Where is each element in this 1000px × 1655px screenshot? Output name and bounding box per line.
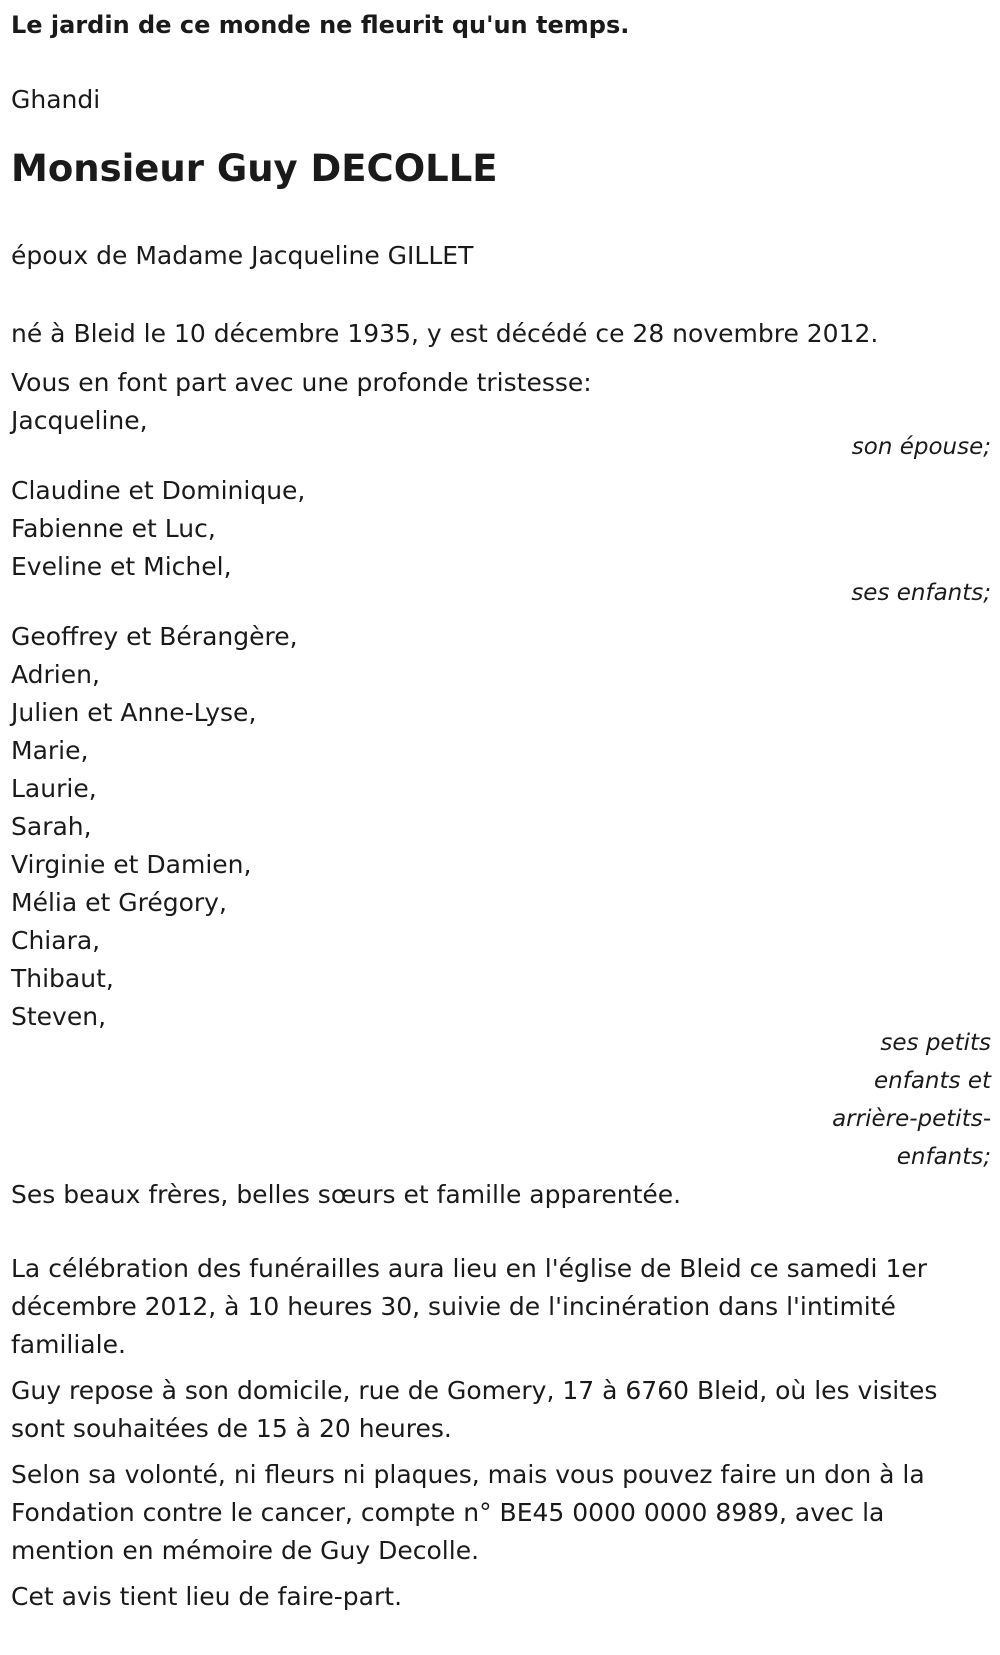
birth-death-line: né à Bleid le 10 décembre 1935, y est décédé ce 28 novembre 2012. — [11, 319, 879, 348]
donation-info: Selon sa volonté, ni fleurs ni plaques, mais vous pouvez faire un don à la Fondation contre le cancer, compte n° BE45 0000 0000 8989, avec la mention en mémoire de Guy Decolle. — [11, 1460, 925, 1565]
role-grandchildren: ses petits enfants et arrière-petits-enfants; — [832, 1030, 991, 1170]
death-notice — [11, 0, 991, 1616]
family-name: Adrien, — [11, 660, 100, 689]
family-name: Fabienne et Luc, — [11, 514, 216, 543]
family-name: Laurie, — [11, 774, 97, 803]
family-name: Geoffrey et Bérangère, — [11, 622, 298, 651]
quote-author: Ghandi — [11, 85, 101, 114]
family-name: Sarah, — [11, 812, 92, 841]
intro-line: Vous en font part avec une profonde tristesse: — [11, 368, 592, 397]
notice-line: Cet avis tient lieu de faire-part. — [11, 1582, 403, 1611]
family-name: Mélia et Grégory, — [11, 888, 227, 917]
names-list-children — [11, 472, 991, 586]
role-children: ses enfants; — [851, 580, 991, 606]
names-list-grandchildren — [11, 618, 991, 1036]
family-name: Eveline et Michel, — [11, 552, 232, 581]
extended-family: Ses beaux frères, belles sœurs et famille apparentée. — [11, 1180, 682, 1209]
role-spouse: son épouse; — [851, 434, 991, 460]
quote: Le jardin de ce monde ne fleurit qu'un temps. — [11, 11, 630, 39]
funeral-info: La célébration des funérailles aura lieu en l'église de Bleid ce samedi 1er décembre 2012, à 10 heures 30, suivie de l'incinération dans l'intimité familiale. — [11, 1254, 928, 1359]
family-name: Marie, — [11, 736, 89, 765]
visitation-info: Guy repose à son domicile, rue de Gomery, 17 à 6760 Bleid, où les visites sont souhaitées de 15 à 20 heures. — [11, 1376, 938, 1443]
deceased-name: Monsieur Guy DECOLLE — [11, 147, 498, 190]
family-group-grandchildren — [11, 618, 991, 1036]
family-name: Steven, — [11, 1002, 107, 1031]
spouse-line: époux de Madame Jacqueline GILLET — [11, 241, 474, 270]
family-name: Virginie et Damien, — [11, 850, 252, 879]
family-group-children — [11, 472, 991, 586]
family-name: Julien et Anne-Lyse, — [11, 698, 257, 727]
family-name: Jacqueline, — [11, 406, 148, 435]
family-name: Claudine et Dominique, — [11, 476, 306, 505]
family-name: Chiara, — [11, 926, 101, 955]
family-name: Thibaut, — [11, 964, 114, 993]
